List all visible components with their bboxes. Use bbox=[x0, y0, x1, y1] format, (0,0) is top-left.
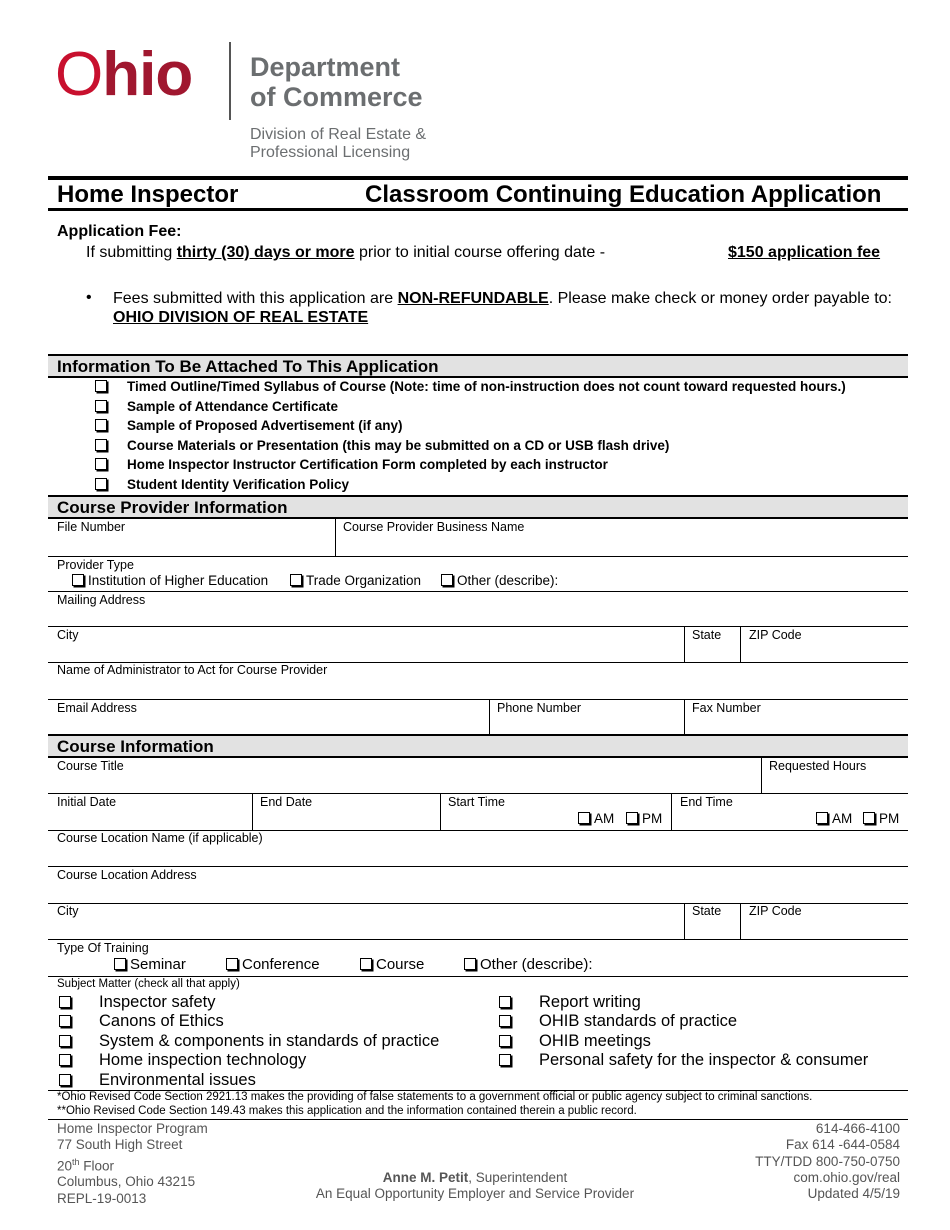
checkbox-icon[interactable] bbox=[59, 996, 71, 1008]
subject-personal-safety[interactable]: Personal safety for the inspector & consumer bbox=[499, 1051, 868, 1070]
department-name: Department of Commerce bbox=[250, 52, 423, 112]
checkbox-icon[interactable] bbox=[499, 996, 511, 1008]
legal-note-1: *Ohio Revised Code Section 2921.13 makes the providing of false statements to a government official or public agency subject to criminal sanctions. bbox=[57, 1091, 813, 1103]
checkbox-icon[interactable] bbox=[441, 574, 453, 586]
start-am-option[interactable]: AM bbox=[578, 811, 614, 826]
course-state-field[interactable]: State bbox=[692, 904, 722, 918]
location-address-field[interactable]: Course Location Address bbox=[57, 868, 197, 882]
attach-section-header: Information To Be Attached To This Application bbox=[48, 354, 908, 378]
phone-field[interactable]: Phone Number bbox=[497, 701, 582, 715]
checkbox-icon[interactable] bbox=[816, 812, 828, 824]
subject-matter-label: Subject Matter (check all that apply) bbox=[57, 978, 240, 990]
location-name-field[interactable]: Course Location Name (if applicable) bbox=[57, 831, 263, 845]
division-name: Division of Real Estate & Professional Licensing bbox=[250, 126, 427, 161]
fax-field[interactable]: Fax Number bbox=[692, 701, 761, 715]
subject-inspector-safety[interactable]: Inspector safety bbox=[59, 993, 215, 1012]
footer-superintendent: Anne M. Petit, Superintendent An Equal Opportunity Employer and Service Provider bbox=[315, 1170, 635, 1202]
checkbox-icon[interactable] bbox=[59, 1035, 71, 1047]
checkbox-icon[interactable] bbox=[95, 478, 107, 490]
checkbox-icon[interactable] bbox=[95, 380, 107, 392]
course-section-header: Course Information bbox=[48, 734, 908, 758]
attach-item[interactable]: Sample of Attendance Certificate bbox=[95, 399, 338, 414]
checkbox-icon[interactable] bbox=[95, 400, 107, 412]
provider-city-field[interactable]: City bbox=[57, 628, 79, 642]
subject-inspection-technology[interactable]: Home inspection technology bbox=[59, 1051, 306, 1070]
start-time-field[interactable]: Start Time bbox=[448, 795, 505, 809]
training-course-option[interactable]: Course bbox=[360, 956, 424, 973]
checkbox-icon[interactable] bbox=[59, 1015, 71, 1027]
legal-note-2: **Ohio Revised Code Section 149.43 makes this application and the information contained therein a public record. bbox=[57, 1105, 637, 1117]
refund-note: Fees submitted with this application are NON-REFUNDABLE. Please make check or money order payable to: OHIO DIVISION OF REAL ESTATE bbox=[113, 290, 892, 326]
attach-item[interactable]: Sample of Proposed Advertisement (if any) bbox=[95, 418, 403, 433]
checkbox-icon[interactable] bbox=[95, 419, 107, 431]
bullet-icon: • bbox=[86, 289, 92, 306]
fee-condition: If submitting thirty (30) days or more prior to initial course offering date - bbox=[86, 244, 606, 261]
subject-report-writing[interactable]: Report writing bbox=[499, 993, 641, 1012]
checkbox-icon[interactable] bbox=[499, 1015, 511, 1027]
training-conference-option[interactable]: Conference bbox=[226, 956, 320, 973]
subject-canons-ethics[interactable]: Canons of Ethics bbox=[59, 1012, 224, 1031]
form-title-right: Classroom Continuing Education Application bbox=[365, 181, 882, 208]
end-pm-option[interactable]: PM bbox=[863, 811, 899, 826]
end-am-option[interactable]: AM bbox=[816, 811, 852, 826]
training-seminar-option[interactable]: Seminar bbox=[114, 956, 186, 973]
checkbox-icon[interactable] bbox=[59, 1054, 71, 1066]
checkbox-icon[interactable] bbox=[95, 439, 107, 451]
provider-type-label: Provider Type bbox=[57, 558, 134, 572]
provider-type-trade[interactable]: Trade Organization bbox=[290, 573, 421, 588]
footer-address: Home Inspector Program 77 South High Street 20th Floor Columbus, Ohio 43215 REPL-19-0013 bbox=[57, 1121, 208, 1206]
ohio-logo: Ohio bbox=[55, 40, 193, 109]
checkbox-icon[interactable] bbox=[95, 458, 107, 470]
subject-environmental[interactable]: Environmental issues bbox=[59, 1071, 256, 1090]
fee-heading: Application Fee: bbox=[57, 223, 182, 240]
end-time-field[interactable]: End Time bbox=[680, 795, 733, 809]
subject-ohib-meetings[interactable]: OHIB meetings bbox=[499, 1032, 651, 1051]
email-field[interactable]: Email Address bbox=[57, 701, 137, 715]
title-rule-bottom bbox=[48, 208, 908, 211]
attach-item[interactable]: Home Inspector Instructor Certification Form completed by each instructor bbox=[95, 457, 608, 472]
checkbox-icon[interactable] bbox=[578, 812, 590, 824]
subject-system-components[interactable]: System & components in standards of practice bbox=[59, 1032, 439, 1051]
course-zip-field[interactable]: ZIP Code bbox=[749, 904, 802, 918]
attach-item[interactable]: Course Materials or Presentation (this may be submitted on a CD or USB flash drive) bbox=[95, 438, 669, 453]
checkbox-icon[interactable] bbox=[499, 1054, 511, 1066]
logo-divider bbox=[229, 42, 231, 120]
training-type-label: Type Of Training bbox=[57, 941, 149, 955]
checkbox-icon[interactable] bbox=[114, 958, 126, 970]
provider-zip-field[interactable]: ZIP Code bbox=[749, 628, 802, 642]
attach-item[interactable]: Timed Outline/Timed Syllabus of Course (Note: time of non-instruction does not count toward requested hours.) bbox=[95, 379, 846, 394]
mailing-address-field[interactable]: Mailing Address bbox=[57, 593, 146, 607]
business-name-field[interactable]: Course Provider Business Name bbox=[343, 520, 525, 534]
checkbox-icon[interactable] bbox=[59, 1074, 71, 1086]
start-pm-option[interactable]: PM bbox=[626, 811, 662, 826]
requested-hours-field[interactable]: Requested Hours bbox=[769, 759, 867, 773]
course-title-field[interactable]: Course Title bbox=[57, 759, 124, 773]
provider-type-higher-ed[interactable]: Institution of Higher Education bbox=[72, 573, 268, 588]
checkbox-icon[interactable] bbox=[464, 958, 476, 970]
checkbox-icon[interactable] bbox=[226, 958, 238, 970]
form-title-left: Home Inspector bbox=[57, 181, 239, 208]
checkbox-icon[interactable] bbox=[863, 812, 875, 824]
initial-date-field[interactable]: Initial Date bbox=[57, 795, 117, 809]
administrator-field[interactable]: Name of Administrator to Act for Course Provider bbox=[57, 663, 328, 677]
checkbox-icon[interactable] bbox=[290, 574, 302, 586]
checkbox-icon[interactable] bbox=[499, 1035, 511, 1047]
checkbox-icon[interactable] bbox=[360, 958, 372, 970]
provider-type-other[interactable]: Other (describe): bbox=[441, 573, 558, 588]
footer-contact: 614-466-4100 Fax 614 -644-0584 TTY/TDD 800-750-0750 com.ohio.gov/real Updated 4/5/19 bbox=[755, 1121, 900, 1202]
attach-item[interactable]: Student Identity Verification Policy bbox=[95, 477, 349, 492]
subject-ohib-standards[interactable]: OHIB standards of practice bbox=[499, 1012, 737, 1031]
checkbox-icon[interactable] bbox=[626, 812, 638, 824]
file-number-field[interactable]: File Number bbox=[57, 520, 126, 534]
course-city-field[interactable]: City bbox=[57, 904, 79, 918]
title-rule-top bbox=[48, 176, 908, 180]
training-other-option[interactable]: Other (describe): bbox=[464, 956, 593, 973]
fee-amount: $150 application fee bbox=[728, 244, 881, 261]
end-date-field[interactable]: End Date bbox=[260, 795, 313, 809]
checkbox-icon[interactable] bbox=[72, 574, 84, 586]
provider-state-field[interactable]: State bbox=[692, 628, 722, 642]
provider-section-header: Course Provider Information bbox=[48, 495, 908, 519]
